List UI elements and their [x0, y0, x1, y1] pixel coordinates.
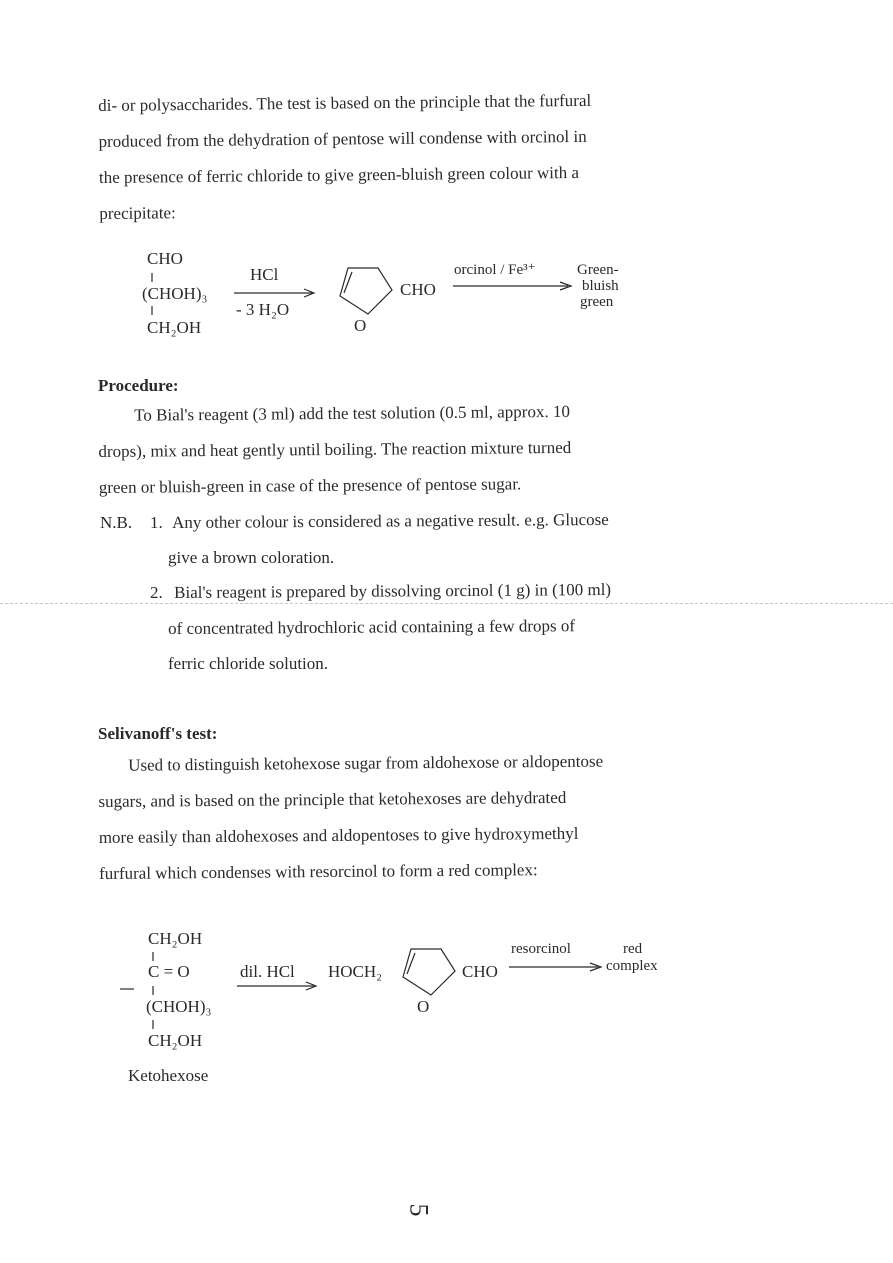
seliv-reactant-3: (CHOH)₃ [146, 997, 212, 1016]
seliv-product-left: HOCH₂ [328, 962, 383, 981]
procedure-line-3: green or bluish-green in case of the presence of pentose sugar. [98, 474, 522, 497]
bial-product-group: CHO [400, 280, 436, 299]
bial-result-1: Green- [577, 262, 619, 278]
seliv-result-1: red [623, 941, 643, 957]
procedure-line-1: To Bial's reagent (3 ml) add the test solution (0.5 ml, approx. 10 [134, 401, 570, 425]
selivanoff-line-2: sugars, and is based on the principle that ketohexoses are dehydrated [98, 787, 567, 811]
bial-arrow2-above: orcinol / Fe³⁺ [454, 262, 536, 278]
seliv-result-2: complex [606, 958, 658, 974]
bial-arrow1-above: HCl [250, 265, 279, 284]
note-2-number: 2. [150, 583, 163, 602]
page-number: 5 [404, 1203, 434, 1217]
seliv-product-right: CHO [462, 962, 498, 981]
intro-line-1: di- or polysaccharides. The test is based on the principle that the furfural [98, 90, 592, 115]
note-2-line-2: of concentrated hydrochloric acid containing a few drops of [168, 616, 576, 638]
seliv-arrow2-above: resorcinol [511, 941, 571, 957]
seliv-reactant-4: CH₂OH [148, 1031, 203, 1050]
bial-arrow1-below: - 3 H₂O [236, 300, 290, 319]
selivanoff-line-3: more easily than aldohexoses and aldopentoses to give hydroxymethyl [98, 823, 579, 847]
note-2-line-3: ferric chloride solution. [168, 654, 329, 673]
seliv-ring-atom: O [417, 997, 430, 1016]
bial-result-2: bluish [582, 278, 619, 294]
selivanoff-line-1: Used to distinguish ketohexose sugar from aldohexose or aldopentose [128, 751, 604, 775]
bial-reactant-bottom: CH₂OH [147, 318, 202, 337]
bial-result-3: green [580, 294, 614, 310]
intro-line-4: precipitate: [99, 203, 176, 223]
note-2-line-1: Bial's reagent is prepared by dissolving orcinol (1 g) in (100 ml) [174, 579, 612, 602]
note-1-number: 1. [150, 513, 163, 532]
bial-ring-atom: O [354, 316, 367, 335]
nb-label: N.B. [100, 513, 133, 532]
note-1-line-1: Any other colour is considered as a negative result. e.g. Glucose [172, 509, 609, 532]
seliv-furan-ring [403, 949, 455, 995]
seliv-reactant-1: CH₂OH [148, 929, 203, 948]
intro-line-3: the presence of ferric chloride to give green-bluish green colour with a [98, 162, 580, 187]
intro-line-2: produced from the dehydration of pentose will condense with orcinol in [98, 126, 587, 151]
seliv-reactant-label: Ketohexose [128, 1066, 209, 1085]
note-1-line-2: give a brown coloration. [168, 548, 335, 567]
bial-reactant-middle: (CHOH)₃ [142, 284, 208, 303]
seliv-arrow1-above: dil. HCl [240, 962, 295, 981]
procedure-line-2: drops), mix and heat gently until boiling. The reaction mixture turned [98, 437, 572, 461]
seliv-reactant-2: C = O [148, 962, 190, 981]
seliv-ring-double-bond [407, 953, 415, 974]
selivanoff-heading: Selivanoff's test: [98, 724, 218, 743]
procedure-heading: Procedure: [98, 376, 179, 395]
bial-reactant-top: CHO [147, 249, 183, 268]
selivanoff-line-4: furfural which condenses with resorcinol to form a red complex: [99, 860, 538, 883]
